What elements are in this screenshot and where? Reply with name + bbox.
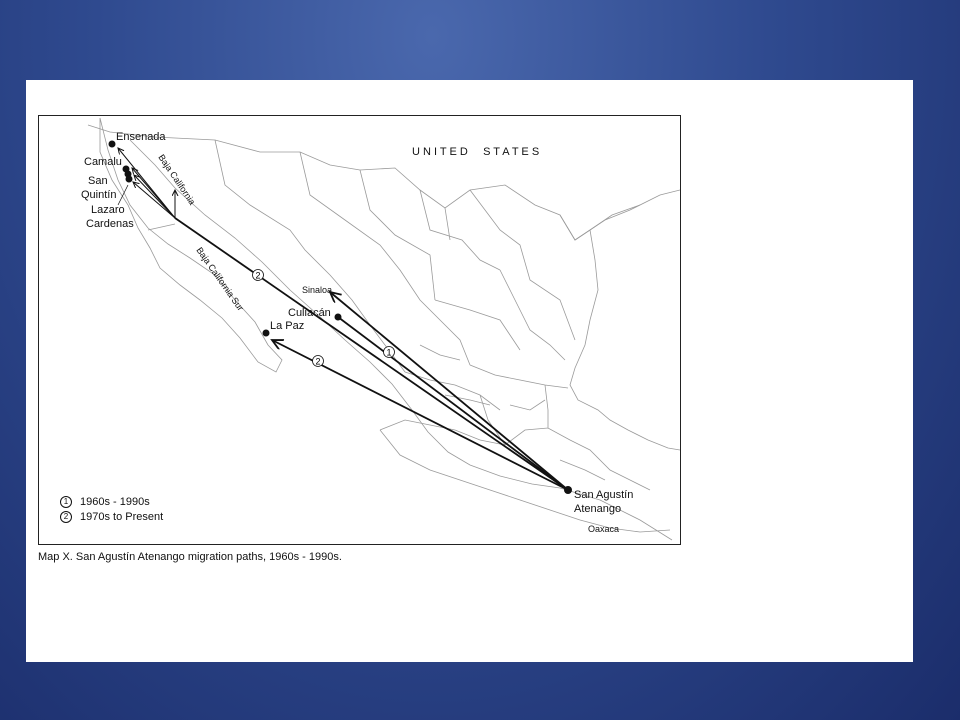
route-to-culiacan <box>338 317 568 490</box>
legend-number: 2 <box>60 511 72 523</box>
culiacan-dot <box>335 314 342 321</box>
legend-number: 1 <box>60 496 72 508</box>
migration-routes <box>175 218 568 490</box>
country-label: U N I T E D S T A T E S <box>412 146 540 158</box>
lazaro-cardenas-dot <box>126 176 133 183</box>
oaxaca-label: Oaxaca <box>588 524 620 534</box>
culiacan-label: Culiacán <box>288 307 331 319</box>
quintin-label: Quintín <box>81 189 117 201</box>
route-to-sinaloa <box>330 292 568 490</box>
baja-california-label: Baja California <box>156 152 198 207</box>
map-caption: Map X. San Agustín Atenango migration paths, 1960s - 1990s. <box>38 551 342 563</box>
ensenada-dot <box>109 141 116 148</box>
baja-state-line <box>148 224 175 230</box>
route-marker-2-north: 2 <box>255 270 261 281</box>
state-borders <box>215 140 650 490</box>
atenango-label: Atenango <box>574 503 622 515</box>
pacific-coast-south <box>380 430 670 532</box>
route-to-baja-north <box>175 218 568 490</box>
legend <box>60 494 163 524</box>
la-paz-label: La Paz <box>270 320 305 332</box>
baja-california-outline <box>100 118 282 372</box>
gulf-of-california-coast <box>130 140 672 540</box>
branch-to-lazaro-cardenas <box>133 182 175 218</box>
camalu-label: Camalu <box>84 156 122 168</box>
route-marker-1: 1 <box>386 347 392 358</box>
san-label: San <box>88 175 108 187</box>
texas-coast <box>560 205 640 240</box>
ensenada-label: Ensenada <box>116 131 166 143</box>
legend-item <box>60 494 163 509</box>
sinaloa-label: Sinaloa <box>302 285 333 295</box>
cardenas-label: Cardenas <box>86 218 134 230</box>
san-agustin-label: San Agustín <box>574 489 634 501</box>
legend-label: 1970s to Present <box>80 510 164 523</box>
legend-label: 1960s - 1990s <box>80 495 150 508</box>
legend-item <box>60 509 163 524</box>
route-marker-2-south: 2 <box>315 356 321 367</box>
gulf-of-mexico-coast <box>570 230 680 450</box>
la-paz-dot <box>263 330 270 337</box>
baja-california-sur-label: Baja California Sur <box>194 245 246 313</box>
lazaro-label: Lazaro <box>91 204 125 216</box>
san-agustin-dot <box>564 486 572 494</box>
